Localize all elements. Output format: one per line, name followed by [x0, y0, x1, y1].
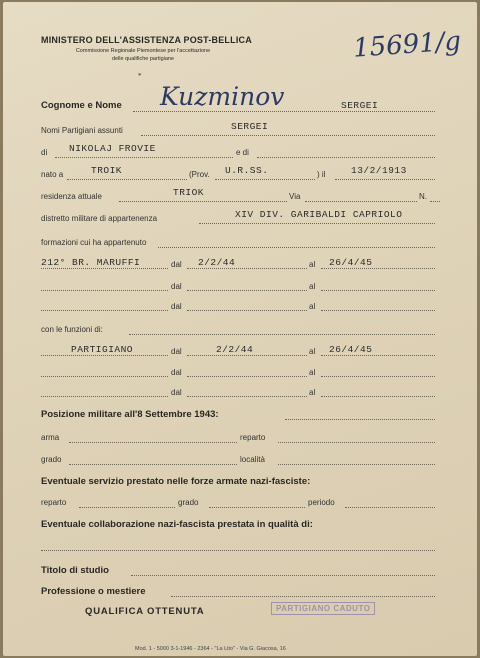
formazioni-label: formazioni cui ha appartenuto [41, 238, 147, 247]
formazione-row-3-line [41, 310, 168, 311]
servizio-label: Eventuale servizio prestato nelle forze armate nazi-fasciste: [41, 476, 311, 487]
funzione-row-2-al-label: al [309, 368, 316, 377]
posizione-line [285, 419, 435, 420]
nomi-partigiani-label: Nomi Partigiani assunti [41, 126, 123, 135]
professione-label: Professione o mestiere [41, 586, 146, 597]
il-label: ) il [317, 170, 326, 179]
prov-value: U.R.SS. [225, 165, 269, 176]
nato-label: nato a [41, 170, 64, 179]
ministry-title: MINISTERO DELL'ASSISTENZA POST-BELLICA [41, 35, 252, 45]
servizio-grado-line [209, 507, 305, 508]
nome-value: SERGEI [341, 100, 379, 111]
arma-label: arma [41, 433, 60, 442]
e-di-line [257, 157, 435, 158]
grado-label: grado [41, 455, 62, 464]
formazione-row-1-dal: 2/2/44 [198, 257, 236, 268]
cognome-label: Cognome e Nome [41, 100, 122, 111]
partisan-record-card [3, 2, 477, 656]
funzione-row-1-dal-label: dal [171, 347, 182, 356]
formazione-row-1-al-label: al [309, 260, 316, 269]
funzione-row-3-al-label: al [309, 388, 316, 397]
formazione-row-2-al-line [321, 290, 435, 291]
cognome-value: Kuzminov [160, 82, 285, 111]
formazione-row-1-al-line [321, 268, 435, 269]
distretto-line [199, 223, 435, 224]
e-di-label: e di [236, 148, 249, 157]
funzione-row-1-al-line [321, 355, 435, 356]
formazione-row-3-dal-line [187, 310, 307, 311]
residenza-label: residenza attuale [41, 192, 102, 201]
localita-label: località [240, 455, 265, 464]
commission-line-1: Commissione Regionale Piemontese per l'accettazione [75, 48, 211, 54]
formazione-row-1-al: 26/4/45 [329, 257, 373, 268]
funzione-row-2-al-line [321, 376, 435, 377]
professione-line [171, 596, 435, 597]
via-line [305, 201, 417, 202]
handwritten-file-number: 15691/g [352, 26, 463, 64]
funzione-row-1-line [41, 355, 168, 356]
funzione-row-3-dal-label: dal [171, 388, 182, 397]
formazione-row-1-name: 212° BR. MARUFFI [41, 257, 141, 268]
formazione-row-3-al-line [321, 310, 435, 311]
titolo-line [131, 575, 435, 576]
di-value: NIKOLAJ FROVIE [69, 143, 156, 154]
nomi-partigiani-value: SERGEI [231, 121, 269, 132]
prov-line [215, 179, 315, 180]
posizione-label: Posizione militare all'8 Settembre 1943: [41, 409, 219, 420]
nato-value: TROIK [91, 165, 123, 176]
periodo-label: periodo [308, 498, 335, 507]
funzione-row-3-al-line [321, 396, 435, 397]
cognome-line [133, 111, 435, 112]
formazione-row-3-al-label: al [309, 302, 316, 311]
funzione-row-1-al: 26/4/45 [329, 344, 373, 355]
nomi-partigiani-line [141, 135, 435, 136]
n-line [430, 201, 440, 202]
print-footer: Mod. 1 - 5000 3-1-1946 - 2364 - "La Lito" - Via G. Giacosa, 16 [135, 646, 286, 652]
formazione-row-1-line [41, 268, 168, 269]
servizio-grado-label: grado [178, 498, 199, 507]
collaborazione-label: Eventuale collaborazione nazi-fascista prestata in qualità di: [41, 519, 313, 530]
il-value: 13/2/1913 [351, 165, 407, 176]
nato-line [67, 179, 187, 180]
funzione-row-2-dal-line [187, 376, 307, 377]
residenza-value: TRIOK [173, 187, 205, 198]
grado-line [69, 464, 237, 465]
formazione-row-1-dal-line [187, 268, 307, 269]
funzione-row-1-al-label: al [309, 347, 316, 356]
titolo-label: Titolo di studio [41, 565, 109, 576]
collaborazione-line [41, 550, 435, 551]
servizio-reparto-line [79, 507, 175, 508]
prov-label: (Prov. [189, 170, 210, 179]
star-icon: * [138, 72, 142, 80]
distretto-label: distretto militare di appartenenza [41, 214, 158, 223]
reparto-line [278, 442, 435, 443]
formazione-row-2-dal-line [187, 290, 307, 291]
funzione-row-1-dal-line [187, 355, 307, 356]
di-line [55, 157, 233, 158]
funzione-row-2-line [41, 376, 168, 377]
commission-line-2: delle qualifiche partigiane [111, 56, 175, 62]
n-label: N. [419, 192, 427, 201]
localita-line [278, 464, 435, 465]
funzioni-label: con le funzioni di: [41, 325, 103, 334]
arma-line [69, 442, 237, 443]
funzione-row-1-name: PARTIGIANO [71, 344, 134, 355]
formazione-row-2-al-label: al [309, 282, 316, 291]
reparto-label: reparto [240, 433, 266, 442]
funzioni-line [129, 334, 435, 335]
funzione-row-1-dal: 2/2/44 [216, 344, 254, 355]
formazione-row-2-line [41, 290, 168, 291]
residenza-line [119, 201, 287, 202]
qualifica-label: QUALIFICA OTTENUTA [85, 606, 205, 617]
formazione-row-3-dal-label: dal [171, 302, 182, 311]
periodo-line [345, 507, 435, 508]
formazioni-line [158, 247, 435, 248]
il-line [335, 179, 435, 180]
servizio-reparto-label: reparto [41, 498, 67, 507]
di-label: di [41, 148, 48, 157]
funzione-row-3-line [41, 396, 168, 397]
distretto-value: XIV DIV. GARIBALDI CAPRIOLO [235, 209, 403, 220]
qualifica-stamp: PARTIGIANO CADUTO [271, 602, 375, 615]
funzione-row-3-dal-line [187, 396, 307, 397]
formazione-row-1-dal-label: dal [171, 260, 182, 269]
funzione-row-2-dal-label: dal [171, 368, 182, 377]
formazione-row-2-dal-label: dal [171, 282, 182, 291]
via-label: Via [289, 192, 301, 201]
